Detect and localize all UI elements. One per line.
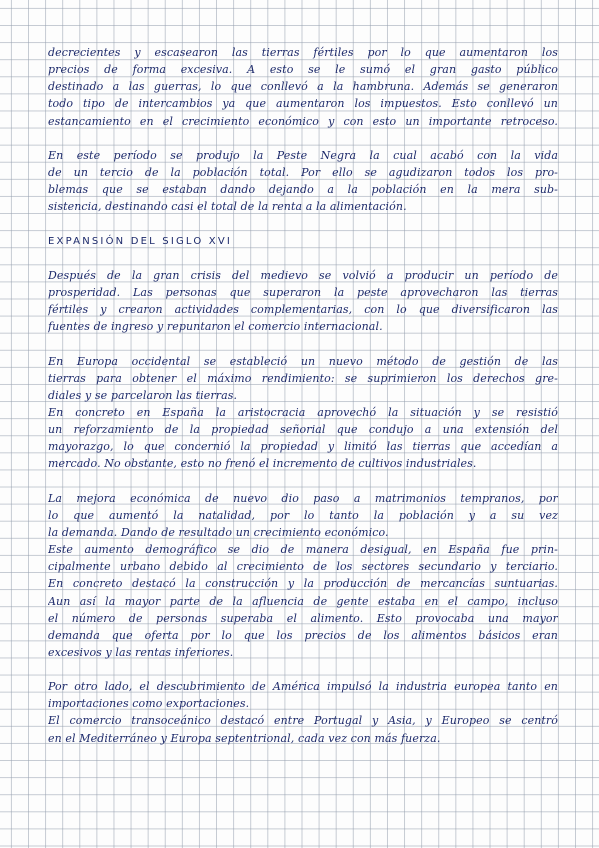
text-line: la demanda. Dando de resultado un crecimiento económico. (48, 525, 389, 539)
text-line: blemas que se estaban dando dejando a la población en la mera sub- (48, 183, 558, 197)
text-line: en el Mediterráneo y Europa septentrional, cada vez con más fuerza. (48, 731, 441, 745)
text-line: mayorazgo, lo que concernió la propiedad y limitó las tierras que accedían a (48, 440, 558, 454)
text-line: excesivos y las rentas inferiores. (48, 645, 234, 659)
text-line: sistencia, destinando casi el total de la renta a la alimentación. (48, 200, 407, 214)
text-line: demanda que oferta por lo que los precios de los alimentos básicos eran (48, 628, 558, 642)
paragraph-1 (48, 44, 558, 130)
text-line: El comercio transoceánico destacó entre Portugal y Asia, y Europeo se centró (48, 714, 558, 728)
text-line: tierras para obtener el máximo rendimiento: se suprimieron los derechos gre- (48, 371, 558, 385)
text-line: Después de la gran crisis del medievo se volvió a producir un período de (48, 268, 558, 282)
text-line: todo tipo de intercambios ya que aumentaron los impuestos. Esto conllevó un (48, 97, 558, 111)
text-line: importaciones como exportaciones. (48, 697, 250, 711)
text-line: diales y se parcelaron las tierras. (48, 388, 238, 402)
text-line: el número de personas superaba el alimento. Esto provocaba una mayor (48, 611, 558, 625)
text-line: En concreto destacó la construcción y la producción de mercancías suntuarias. (48, 577, 558, 591)
text-line: En concreto en España la aristocracia aprovechó la situación y se resistió (48, 405, 558, 419)
paragraph-3 (48, 267, 558, 336)
paragraph-2 (48, 147, 558, 216)
text-line: decrecientes y escasearon las tierras fértiles por lo que aumentaron los (48, 46, 558, 59)
text-line: Por otro lado, el descubrimiento de América impulsó la industria europea tanto en (48, 680, 558, 694)
handwritten-text (48, 44, 558, 747)
text-line: estancamiento en el crecimiento económico y con esto un importante retroceso. (48, 114, 558, 128)
text-line: precios de forma excesiva. A esto se le sumó el gran gasto público (48, 63, 558, 77)
text-line: destinado a las guerras, lo que conllevó a la hambruna. Además se generaron (48, 80, 558, 94)
text-line: fértiles y crearon actividades complementarias, con lo que diversificaron las (48, 303, 558, 317)
paragraph-5 (48, 490, 558, 661)
text-line: La mejora económica de nuevo dio paso a matrimonios tempranos, por (48, 491, 558, 505)
text-line: Aun así la mayor parte de la afluencia de gente estaba en el campo, incluso (48, 594, 558, 608)
text-line: lo que aumentó la natalidad, por lo tanto la población y a su vez (48, 508, 558, 522)
text-line: mercado. No obstante, esto no frenó el incremento de cultivos industriales. (48, 457, 477, 471)
paragraph-4 (48, 353, 558, 473)
text-line: cipalmente urbano debido al crecimiento de los sectores secundario y terciario. (48, 560, 558, 574)
text-line: de un tercio de la población total. Por ello se agudizaron todos los pro- (48, 165, 558, 179)
text-line: prosperidad. Las personas que superaron la peste aprovecharon las tierras (48, 285, 558, 299)
text-line: fuentes de ingreso y repuntaron el comercio internacional. (48, 320, 383, 334)
text-line: En este período se produjo la Peste Negra la cual acabó con la vida (48, 148, 558, 162)
section-heading: EXPANSIÓN DEL SIGLO XVI (48, 235, 233, 247)
text-line: En Europa occidental se estableció un nuevo método de gestión de las (48, 354, 558, 368)
text-line: un reforzamiento de la propiedad señorial que condujo a una extensión del (48, 423, 558, 437)
paragraph-6 (48, 678, 558, 747)
text-line: Este aumento demográfico se dio de manera desigual, en España fue prin- (48, 543, 558, 557)
